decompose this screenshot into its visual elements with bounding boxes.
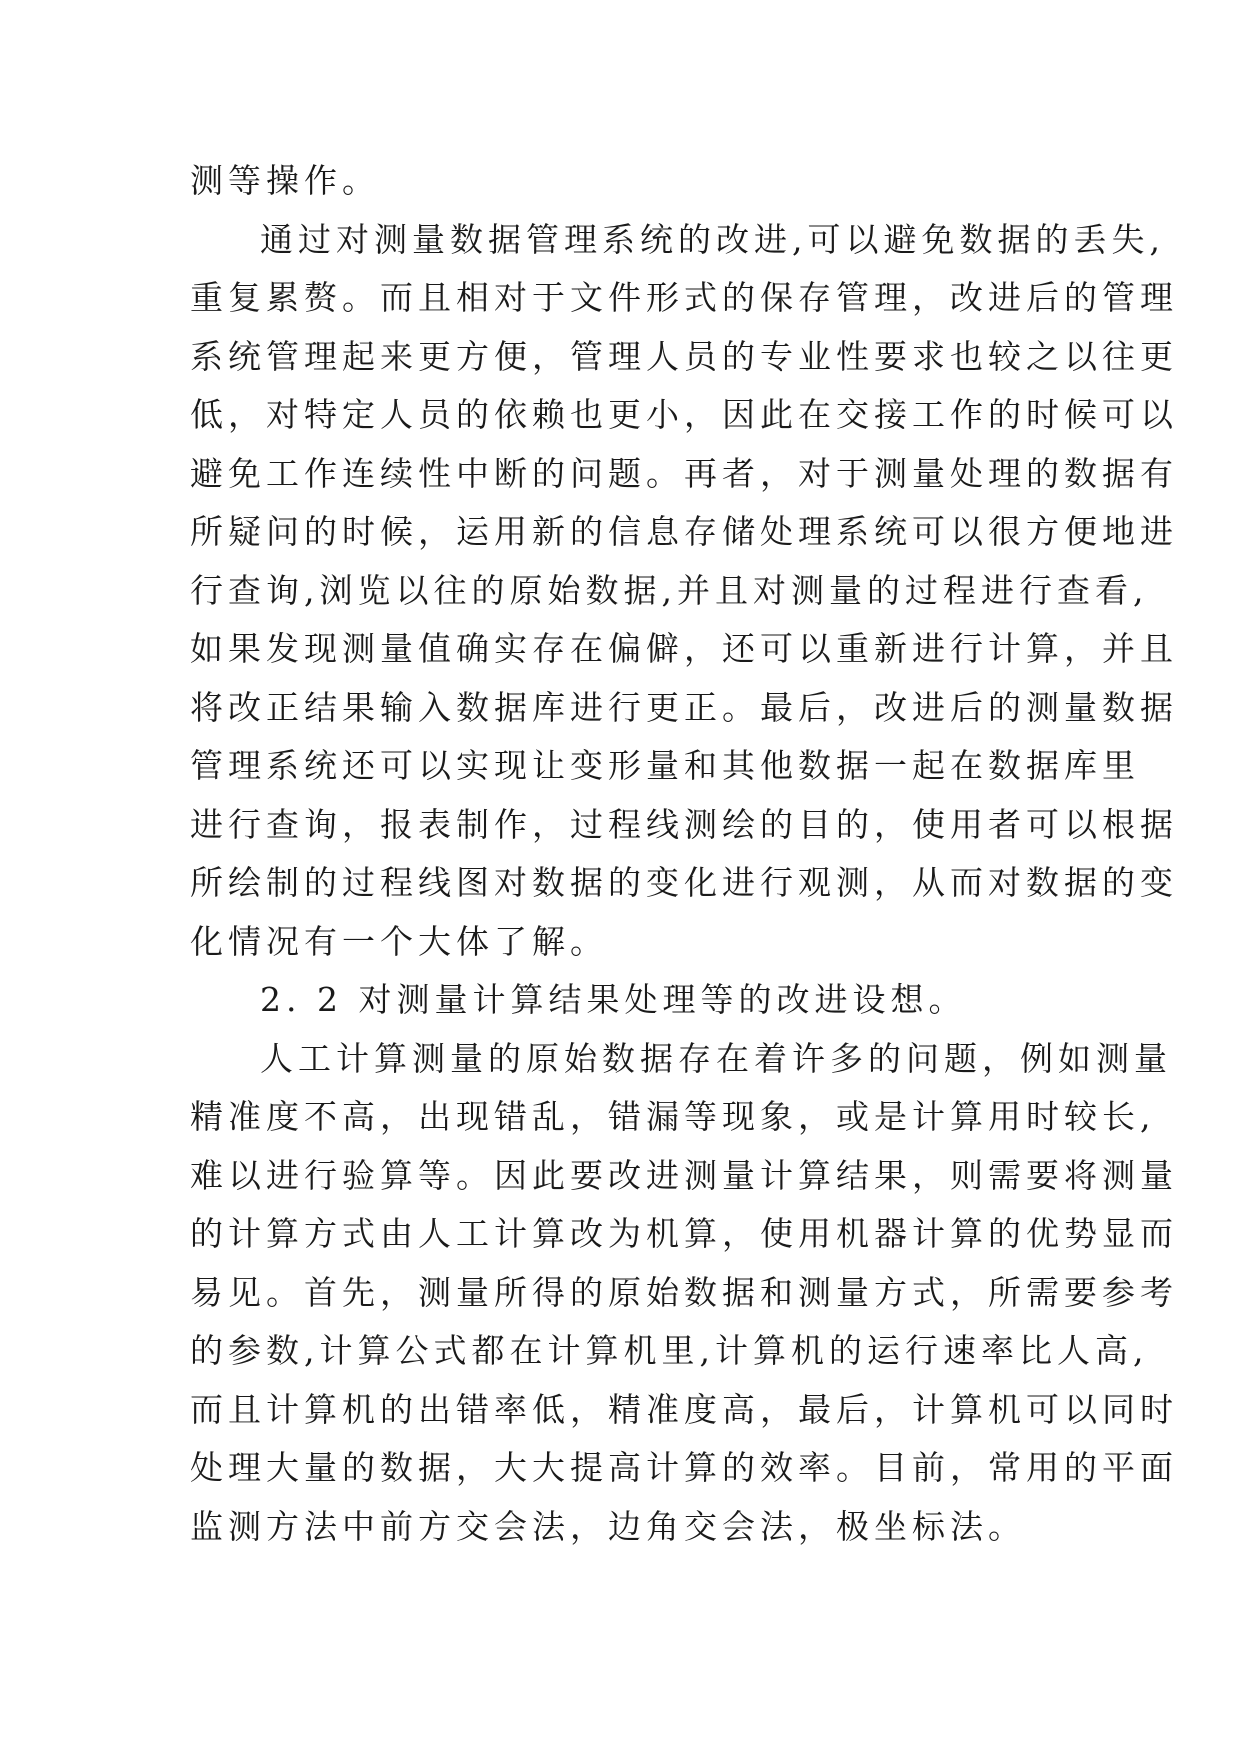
text-line: 避免工作连续性中断的问题。再者，对于测量处理的数据有 (190, 453, 1178, 493)
text-line: 如果发现测量值确实存在偏僻，还可以重新进行计算，并且 (190, 629, 1178, 668)
text-line: 管理系统还可以实现让变形量和其他数据一起在数据库里 (190, 746, 1140, 785)
text-line: 通过对测量数据管理系统的改进,可以避免数据的丢失, (260, 219, 1165, 259)
text-line: 的计算方式由人工计算改为机算，使用机器计算的优势显而 (190, 1214, 1178, 1253)
text-line: 所疑问的时候，运用新的信息存储处理系统可以很方便地进 (190, 512, 1178, 551)
text-line: 处理大量的数据，大大提高计算的效率。目前，常用的平面 (190, 1448, 1178, 1487)
text-line: 精准度不高，出现错乱，错漏等现象，或是计算用时较长, (190, 1097, 1156, 1136)
text-line: 所绘制的过程线图对数据的变化进行观测，从而对数据的变 (190, 863, 1178, 902)
text-line: 人工计算测量的原始数据存在着许多的问题，例如测量 (260, 1038, 1172, 1078)
section-heading: 2. 2 对测量计算结果处理等的改进设想。 (260, 980, 967, 1019)
text-line: 化情况有一个大体了解。 (190, 921, 608, 961)
text-line: 行查询,浏览以往的原始数据,并且对测量的过程进行查看, (190, 570, 1149, 610)
text-line: 进行查询，报表制作，过程线测绘的目的，使用者可以根据 (190, 804, 1178, 844)
text-line: 易见。首先，测量所得的原始数据和测量方式，所需要参考 (190, 1272, 1178, 1312)
text-line: 难以进行验算等。因此要改进测量计算结果，则需要将测量 (190, 1155, 1178, 1195)
text-line: 而且计算机的出错率低，精准度高，最后，计算机可以同时 (190, 1389, 1178, 1429)
text-line: 将改正结果输入数据库进行更正。最后，改进后的测量数据 (190, 687, 1178, 727)
text-line: 监测方法中前方交会法，边角交会法，极坐标法。 (190, 1506, 1026, 1546)
text-line: 测等操作。 (190, 161, 380, 200)
text-line: 低，对特定人员的依赖也更小，因此在交接工作的时候可以 (190, 395, 1178, 434)
text-line: 的参数,计算公式都在计算机里,计算机的运行速率比人高, (190, 1331, 1149, 1370)
text-line: 系统管理起来更方便，管理人员的专业性要求也较之以往更 (190, 336, 1178, 376)
text-line: 重复累赘。而且相对于文件形式的保存管理，改进后的管理 (190, 278, 1178, 317)
document-body (190, 152, 1178, 1556)
